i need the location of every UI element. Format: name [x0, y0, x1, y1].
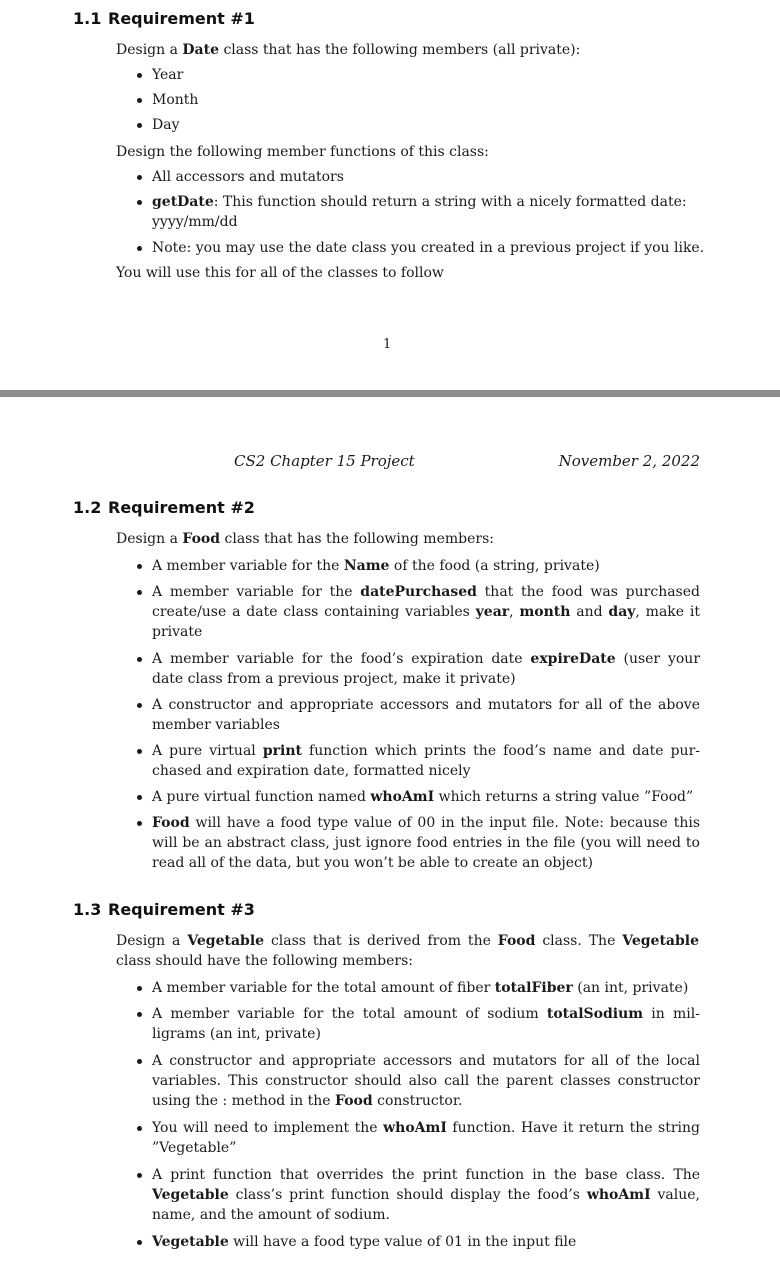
date-functions-list [152, 167, 705, 263]
text: class that has the following members (all private): [219, 42, 581, 58]
page-divider [0, 390, 780, 397]
text: Note: you may use the date class you created in a previous project if you like. [152, 240, 705, 256]
list-item [152, 238, 705, 263]
section-number: 1.3 [73, 900, 102, 919]
text: A member variable for the total amount of sodium [152, 1006, 547, 1022]
line: member variables [152, 717, 280, 733]
text: A member variable for the [152, 558, 344, 574]
list-item [152, 65, 700, 90]
class-name: Vegetable [622, 933, 699, 949]
line [152, 192, 700, 212]
text: , make it [635, 604, 700, 620]
section-number: 1.2 [73, 498, 102, 517]
bold-term: expireDate [530, 651, 616, 667]
text: Design a [116, 531, 183, 547]
section-title: Requirement #2 [108, 498, 255, 517]
section-title: Requirement #3 [108, 900, 255, 919]
text: (user your [615, 651, 701, 667]
food-members-list [152, 556, 700, 879]
text: (an int, private) [572, 980, 689, 996]
line: date class from a previous project, make it private) [152, 671, 516, 687]
list-item [152, 556, 700, 582]
list-item [152, 649, 700, 695]
text: value, [650, 1187, 700, 1203]
bold-term: print [262, 743, 302, 759]
bold-term: month [519, 604, 571, 620]
section-1-2-heading [73, 498, 255, 518]
list-item [152, 115, 700, 140]
line: name, and the amount of sodium. [152, 1207, 390, 1223]
line [152, 1091, 700, 1111]
member-year: Year [152, 67, 184, 83]
text: and [570, 604, 609, 620]
class-name: Vegetable [187, 933, 265, 949]
class-name: Vegetable [152, 1234, 229, 1250]
class-name: Food [182, 531, 221, 547]
page-number: 1 [383, 337, 392, 352]
list-item [152, 978, 700, 1004]
list-item [152, 1051, 700, 1118]
closing-note: You will use this for all of the classes to follow [116, 265, 444, 281]
text: will have a food type value of 00 in the input file. Note: because this [189, 815, 700, 831]
date-class-intro [116, 40, 701, 60]
text: which returns a string value ”Food” [434, 789, 694, 805]
bold-term: totalFiber [494, 980, 573, 996]
text: will have a food type value of 01 in the input file [228, 1234, 577, 1250]
list-item [152, 1232, 700, 1258]
list-item [152, 813, 700, 879]
list-item [152, 695, 700, 741]
line: ligrams (an int, private) [152, 1026, 321, 1042]
bold-term: whoAmI [370, 789, 435, 805]
text: A member variable for the food’s expiration date [152, 651, 531, 667]
section-number: 1.1 [73, 9, 102, 28]
line [152, 1118, 700, 1138]
date-format: yyyy/mm/dd [152, 214, 238, 230]
line: ”Vegetable” [152, 1140, 237, 1156]
line [152, 741, 700, 761]
bold-term: whoAmI [383, 1120, 447, 1136]
bold-term: datePurchased [360, 584, 477, 600]
line [152, 649, 700, 669]
class-name: Food [497, 933, 536, 949]
text: class that has the following members: [220, 531, 494, 547]
line: will be an abstract class, just ignore food entries in the file (you will need to [152, 835, 700, 851]
text: in mil- [643, 1006, 700, 1022]
class-name: Food [335, 1093, 373, 1109]
line: A constructor and appropriate accessors and mutators for all of the above [152, 697, 700, 713]
function-name: getDate [152, 194, 214, 210]
text: create/use a date class containing variables [152, 604, 476, 620]
member-month: Month [152, 92, 199, 108]
list-item [152, 167, 700, 192]
text: , [509, 604, 520, 620]
list-item [152, 1118, 700, 1165]
page-2 [0, 397, 780, 1264]
bold-term: Food [152, 815, 190, 831]
list-item [152, 192, 700, 238]
text: Design a [116, 933, 188, 949]
text: constructor. [372, 1093, 463, 1109]
functions-intro: Design the following member functions of this class: [116, 144, 489, 160]
line [152, 602, 700, 622]
text: A pure virtual function named [152, 789, 371, 805]
date-members-list [152, 65, 700, 140]
text: A member variable for the [152, 584, 361, 600]
text: : This function should return a string with a nicely formatted date: [213, 194, 687, 210]
page-1 [0, 0, 780, 390]
text: All accessors and mutators [152, 169, 344, 185]
line: A print function that overrides the print function in the base class. The [152, 1167, 700, 1183]
vegetable-class-intro [116, 931, 699, 971]
text: You will need to implement the [152, 1120, 384, 1136]
section-1-1-heading [73, 9, 255, 29]
food-class-intro [116, 529, 701, 549]
header-course: CS2 Chapter 15 Project [234, 452, 415, 470]
bold-term: whoAmI [586, 1187, 651, 1203]
bold-term: Name [343, 558, 390, 574]
vegetable-members-list [152, 978, 700, 1258]
list-item [152, 90, 700, 115]
list-item [152, 582, 700, 649]
header-date: November 2, 2022 [558, 452, 700, 470]
list-item [152, 787, 700, 813]
bold-term: year [475, 604, 510, 620]
line: A constructor and appropriate accessors and mutators for all of the local [152, 1053, 700, 1069]
class-name: Date [182, 42, 219, 58]
bold-term: totalSodium [546, 1006, 644, 1022]
text: function. Have it return the string [446, 1120, 700, 1136]
text: of the food (a string, private) [389, 558, 600, 574]
line [116, 931, 699, 951]
text: class that is derived from the [264, 933, 498, 949]
text: A member variable for the total amount of fiber [152, 980, 495, 996]
text: A pure virtual [152, 743, 263, 759]
line [152, 582, 700, 602]
line: chased and expiration date, formatted nicely [152, 763, 471, 779]
bold-term: day [608, 604, 636, 620]
section-title: Requirement #1 [108, 9, 255, 28]
section-1-3-heading [73, 900, 255, 920]
line [152, 1185, 700, 1205]
member-day: Day [152, 117, 180, 133]
line: private [152, 624, 203, 640]
text: Design a [116, 42, 183, 58]
line: variables. This constructor should also call the parent classes constructor [152, 1073, 700, 1089]
text: class. The [535, 933, 623, 949]
text: that the food was purchased [476, 584, 700, 600]
list-item [152, 1165, 700, 1232]
text: using the : method in the [152, 1093, 336, 1109]
line: read all of the data, but you won’t be able to create an object) [152, 855, 593, 871]
class-name: Vegetable [152, 1187, 229, 1203]
line [152, 813, 700, 833]
line [152, 1004, 700, 1024]
text: class’s print function should display the food’s [228, 1187, 587, 1203]
text: function which prints the food’s name and date pur- [301, 743, 700, 759]
list-item [152, 741, 700, 787]
line: class should have the following members: [116, 953, 413, 969]
list-item [152, 1004, 700, 1051]
